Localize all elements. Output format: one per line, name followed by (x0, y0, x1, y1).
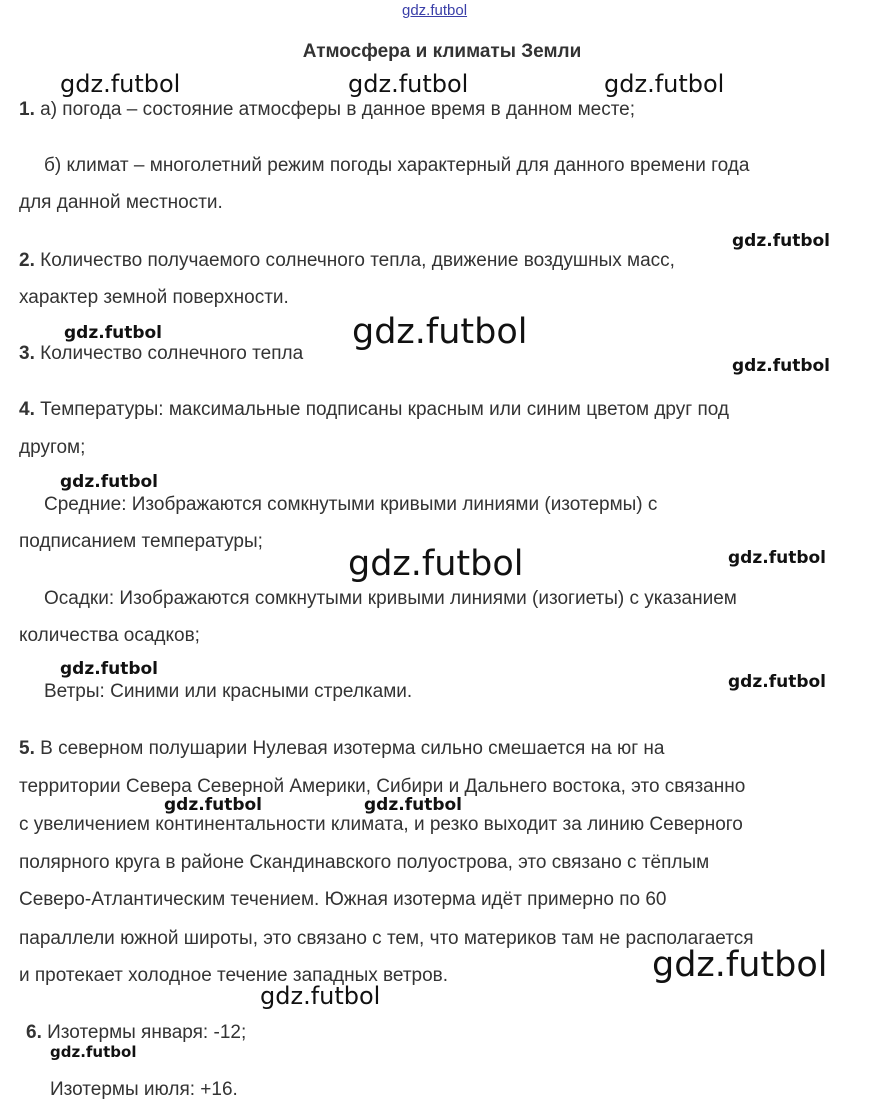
answer-5-line-2: территории Севера Северной Америки, Сибири и Дальнего востока, это связанно (19, 776, 746, 797)
answer-1-text-1: а) погода – состояние атмосферы в данное время в данном месте; (34, 99, 636, 120)
answer-4-line-1 (19, 398, 729, 422)
answer-6-line-2: Изотермы июля: +16. (50, 1079, 238, 1100)
answer-5-number: 5. (19, 738, 35, 759)
watermark: gdz.futbol (352, 312, 528, 352)
answer-4-line-3: Средние: Изображаются сомкнутыми кривыми линиями (изотермы) с (44, 494, 658, 515)
answer-4-line-5: Осадки: Изображаются сомкнутыми кривыми линиями (изогиеты) с указанием (44, 588, 737, 609)
watermark: gdz.futbol (728, 672, 826, 692)
watermark: gdz.futbol (652, 945, 828, 985)
answer-5-line-4: полярного круга в районе Скандинавского полуострова, это связано с тёплым (19, 852, 710, 873)
answer-5-line-7: и протекает холодное течение западных ветров. (19, 965, 449, 986)
watermark: gdz.futbol (604, 70, 725, 98)
answer-6-number: 6. (26, 1022, 42, 1043)
watermark: gdz.futbol (348, 544, 524, 584)
watermark: gdz.futbol (364, 795, 462, 815)
answer-1-line-3: для данной местности. (19, 192, 223, 213)
answer-4-line-2: другом; (19, 437, 86, 458)
answer-4-line-6: количества осадков; (19, 625, 200, 646)
answer-2-line-2: характер земной поверхности. (19, 287, 289, 308)
answer-5-line-3: с увеличением континентальности климата, и резко выходит за линию Северного (19, 814, 743, 835)
page-title: Атмосфера и климаты Земли (302, 41, 582, 62)
answer-5-text-1: В северном полушарии Нулевая изотерма сильно смешается на юг на (34, 738, 665, 759)
answer-5-line-6: параллели южной широты, это связано с тем, что материков там не располагается (19, 928, 754, 949)
watermark: gdz.futbol (50, 1043, 137, 1061)
answer-6-line-1 (26, 1021, 246, 1045)
answer-1-number: 1. (19, 99, 35, 120)
answer-2-line-1 (19, 249, 675, 273)
answer-3-number: 3. (19, 343, 35, 364)
watermark: gdz.futbol (64, 323, 162, 343)
answer-1-line-1 (19, 98, 635, 122)
answer-1-line-2: б) климат – многолетний режим погоды характерный для данного времени года (44, 155, 750, 176)
answer-4-line-4: подписанием температуры; (19, 531, 263, 552)
answer-4-line-7: Ветры: Синими или красными стрелками. (44, 681, 413, 702)
watermark: gdz.futbol (348, 70, 469, 98)
watermark: gdz.futbol (60, 70, 181, 98)
watermark: gdz.futbol (60, 659, 158, 679)
top-link[interactable]: gdz.futbol (402, 2, 468, 19)
watermark: gdz.futbol (732, 356, 830, 376)
answer-3-line-1 (19, 342, 303, 366)
watermark: gdz.futbol (60, 472, 158, 492)
watermark: gdz.futbol (728, 548, 826, 568)
watermark: gdz.futbol (732, 231, 830, 251)
watermark: gdz.futbol (164, 795, 262, 815)
answer-2-number: 2. (19, 250, 35, 271)
answer-5-line-5: Северо-Атлантическим течением. Южная изотерма идёт примерно по 60 (19, 889, 667, 910)
answer-3-text-1: Количество солнечного тепла (34, 343, 304, 364)
answer-4-number: 4. (19, 399, 35, 420)
answer-4-text-1: Температуры: максимальные подписаны красным или синим цветом друг под (34, 399, 730, 420)
answer-5-line-1 (19, 737, 664, 761)
watermark: gdz.futbol (260, 982, 381, 1010)
answer-6-text-1: Изотермы января: -12; (41, 1022, 247, 1043)
answer-2-text-1: Количество получаемого солнечного тепла, движение воздушных масс, (34, 250, 675, 271)
